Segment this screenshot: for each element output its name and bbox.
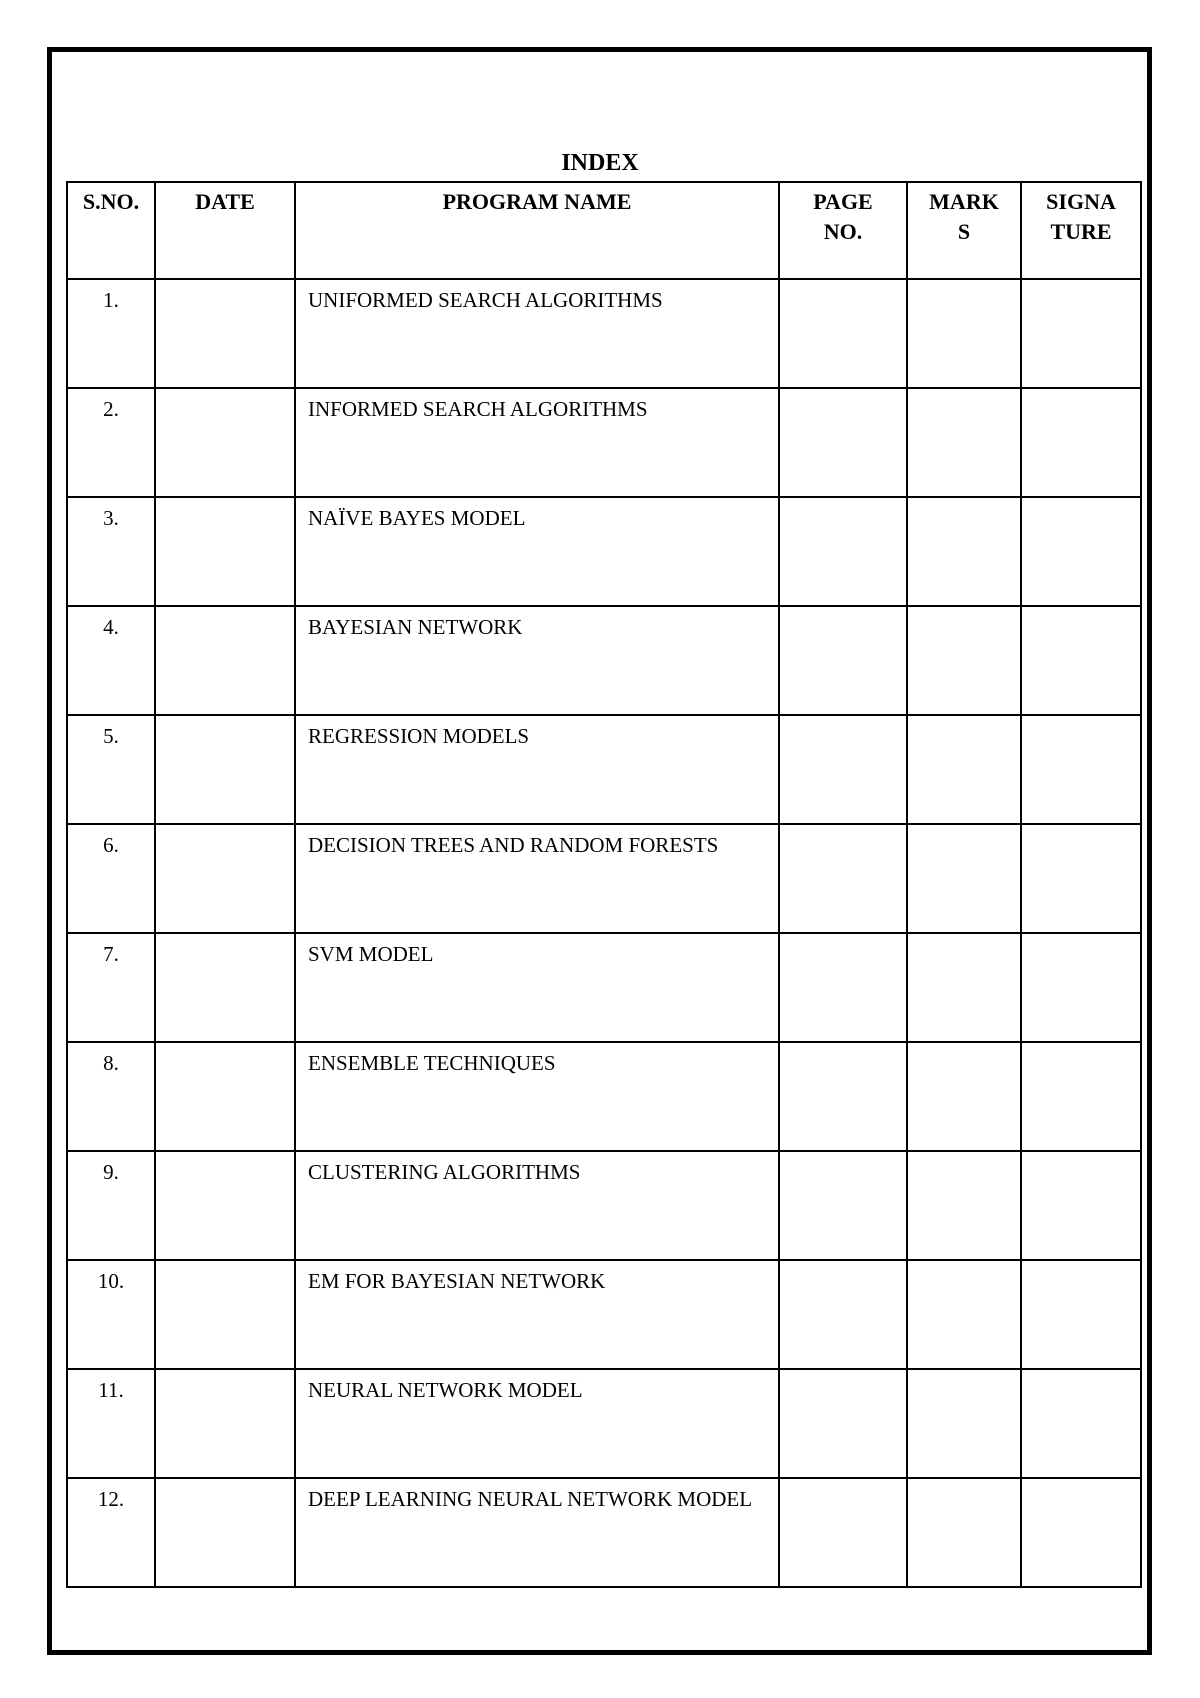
sno-cell: 8. [67, 1042, 155, 1151]
marks-cell [907, 715, 1021, 824]
marks-cell [907, 1369, 1021, 1478]
header-page-no [779, 182, 907, 279]
table-row [67, 715, 1141, 824]
header-row [67, 182, 1141, 279]
page-no-cell [779, 497, 907, 606]
marks-cell [907, 497, 1021, 606]
index-title: INDEX [561, 150, 639, 176]
sno-cell: 1. [67, 279, 155, 388]
program-name-cell: NEURAL NETWORK MODEL [295, 1369, 779, 1478]
sno-cell: 11. [67, 1369, 155, 1478]
header-signature-line2: TURE [1050, 219, 1112, 244]
header-page-no-line2: NO. [823, 219, 863, 244]
date-cell [155, 933, 295, 1042]
signature-cell [1021, 824, 1141, 933]
date-cell [155, 1478, 295, 1587]
header-marks-line1: MARK [929, 189, 999, 214]
sno-cell: 12. [67, 1478, 155, 1587]
page-no-cell [779, 715, 907, 824]
page-no-cell [779, 824, 907, 933]
date-cell [155, 824, 295, 933]
sno-cell: 4. [67, 606, 155, 715]
sno-cell: 10. [67, 1260, 155, 1369]
header-program-name: PROGRAM NAME [295, 182, 779, 279]
header-marks [907, 182, 1021, 279]
table-row [67, 1260, 1141, 1369]
date-cell [155, 715, 295, 824]
page-no-cell [779, 1478, 907, 1587]
marks-cell [907, 1478, 1021, 1587]
date-cell [155, 1151, 295, 1260]
date-cell [155, 388, 295, 497]
program-name-cell: DEEP LEARNING NEURAL NETWORK MODEL [295, 1478, 779, 1587]
page-no-cell [779, 279, 907, 388]
page-no-cell [779, 1369, 907, 1478]
program-name-cell: ENSEMBLE TECHNIQUES [295, 1042, 779, 1151]
table-row [67, 933, 1141, 1042]
table-row [67, 1478, 1141, 1587]
program-name-cell: NAÏVE BAYES MODEL [295, 497, 779, 606]
sno-cell: 7. [67, 933, 155, 1042]
signature-cell [1021, 1042, 1141, 1151]
page-no-cell [779, 1151, 907, 1260]
marks-cell [907, 1042, 1021, 1151]
header-signature-line1: SIGNA [1046, 189, 1116, 214]
marks-cell [907, 1260, 1021, 1369]
signature-cell [1021, 933, 1141, 1042]
signature-cell [1021, 1478, 1141, 1587]
date-cell [155, 1369, 295, 1478]
marks-cell [907, 933, 1021, 1042]
signature-cell [1021, 279, 1141, 388]
header-sno: S.NO. [67, 182, 155, 279]
index-table [66, 181, 1142, 1588]
table-row [67, 1042, 1141, 1151]
marks-cell [907, 824, 1021, 933]
program-name-cell: INFORMED SEARCH ALGORITHMS [295, 388, 779, 497]
sno-cell: 6. [67, 824, 155, 933]
sno-cell: 3. [67, 497, 155, 606]
header-page-no-line1: PAGE [813, 189, 873, 214]
page-no-cell [779, 1042, 907, 1151]
page-no-cell [779, 933, 907, 1042]
sno-cell: 5. [67, 715, 155, 824]
date-cell [155, 1042, 295, 1151]
signature-cell [1021, 715, 1141, 824]
program-name-cell: REGRESSION MODELS [295, 715, 779, 824]
table-row [67, 497, 1141, 606]
page-no-cell [779, 606, 907, 715]
date-cell [155, 279, 295, 388]
signature-cell [1021, 606, 1141, 715]
date-cell [155, 606, 295, 715]
date-cell [155, 1260, 295, 1369]
table-row [67, 279, 1141, 388]
header-marks-line2: S [957, 219, 971, 244]
program-name-cell: CLUSTERING ALGORITHMS [295, 1151, 779, 1260]
index-table-body [67, 279, 1141, 1587]
header-date: DATE [155, 182, 295, 279]
page-no-cell [779, 1260, 907, 1369]
signature-cell [1021, 1260, 1141, 1369]
date-cell [155, 497, 295, 606]
marks-cell [907, 279, 1021, 388]
signature-cell [1021, 1369, 1141, 1478]
program-name-cell: EM FOR BAYESIAN NETWORK [295, 1260, 779, 1369]
header-signature [1021, 182, 1141, 279]
table-row [67, 824, 1141, 933]
program-name-cell: DECISION TREES AND RANDOM FORESTS [295, 824, 779, 933]
table-row [67, 388, 1141, 497]
program-name-cell: BAYESIAN NETWORK [295, 606, 779, 715]
program-name-cell: SVM MODEL [295, 933, 779, 1042]
table-row [67, 1151, 1141, 1260]
signature-cell [1021, 388, 1141, 497]
sno-cell: 9. [67, 1151, 155, 1260]
marks-cell [907, 1151, 1021, 1260]
signature-cell [1021, 1151, 1141, 1260]
table-row [67, 1369, 1141, 1478]
program-name-cell: UNIFORMED SEARCH ALGORITHMS [295, 279, 779, 388]
signature-cell [1021, 497, 1141, 606]
page-no-cell [779, 388, 907, 497]
marks-cell [907, 606, 1021, 715]
table-row [67, 606, 1141, 715]
sno-cell: 2. [67, 388, 155, 497]
marks-cell [907, 388, 1021, 497]
